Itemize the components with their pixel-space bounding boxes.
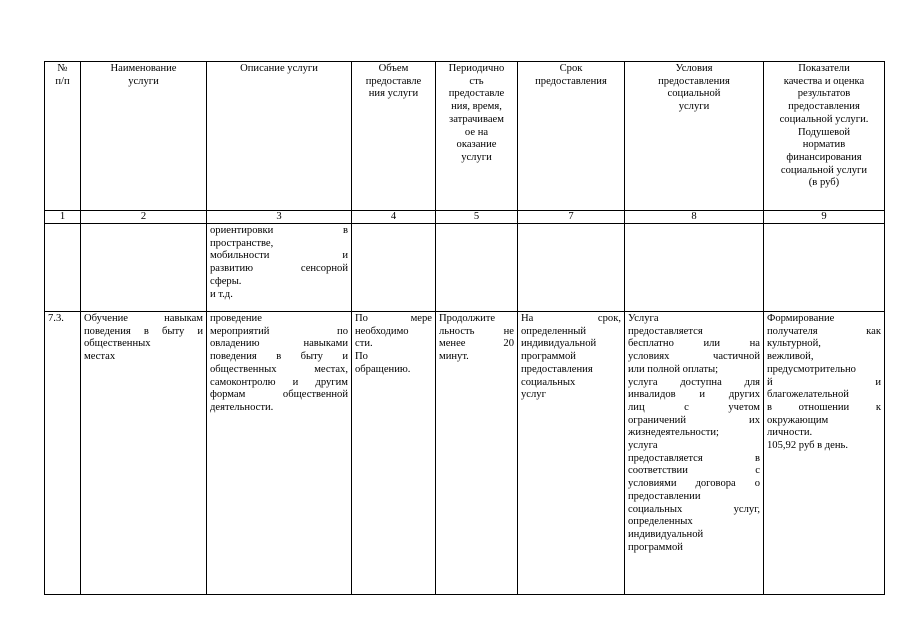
cell-line: условиями договора о: [628, 478, 760, 490]
cell-line: личности.: [767, 427, 813, 439]
cell-line: оказание: [456, 139, 497, 151]
cell-line: или полной оплаты;: [628, 363, 719, 375]
cell-line: Условия: [675, 63, 713, 74]
cell-line: определенный: [521, 325, 587, 337]
cell-line: предоставляется в: [628, 452, 760, 464]
cell-line: Продолжите: [439, 313, 496, 324]
cell-line: общественных местах,: [210, 363, 348, 375]
column-number: 1: [45, 211, 81, 224]
cell-line: деятельности.: [210, 401, 274, 413]
service-description: [207, 312, 352, 595]
cell-line: культурной,: [767, 338, 821, 350]
header-cell-volume: [352, 62, 436, 211]
cell-line: Описание услуги: [240, 63, 318, 74]
services-table: [44, 61, 885, 595]
cell-line: предусмотрительно: [767, 363, 856, 375]
cell-line: социальной: [667, 88, 721, 100]
column-number: 3: [207, 211, 352, 224]
cell-line: менее 20: [439, 338, 514, 350]
cell-line: определенных: [628, 516, 693, 528]
column-number-row: [45, 211, 885, 224]
cell-line: финансирования: [786, 151, 862, 163]
cell-line: соответствии с: [628, 465, 760, 477]
cell-line: благожелательной: [767, 389, 849, 401]
cell-line: ния услуги: [368, 88, 419, 100]
cell-line: сферы.: [210, 275, 242, 287]
empty-cell: [81, 224, 207, 312]
cell-line: ое на: [464, 126, 489, 138]
cell-line: результатов: [797, 88, 851, 100]
cell-line: качества и оценка: [783, 75, 865, 87]
cell-line: ния, время,: [451, 101, 502, 113]
cell-line: обращению.: [355, 363, 411, 375]
cell-line: услуга доступна для: [628, 376, 760, 388]
service-number: 7.3.: [45, 312, 81, 595]
cell-line: вежливой,: [767, 351, 814, 363]
cell-line: Обучение навыкам: [84, 313, 203, 324]
cell-line: Периодично: [448, 63, 505, 74]
empty-cell: [518, 224, 625, 312]
empty-cell: [436, 224, 518, 312]
column-number: 9: [764, 211, 885, 224]
cell-line: овладению навыками: [210, 338, 348, 350]
service-volume: [352, 312, 436, 595]
cell-line: формам общественной: [210, 389, 348, 401]
cell-line: мобильности и: [210, 250, 348, 262]
cell-line: норматив: [802, 139, 846, 151]
cell-line: мероприятий по: [210, 325, 348, 337]
empty-cell: [352, 224, 436, 312]
cell-line: жизнедеятельности;: [628, 427, 719, 439]
column-number: 4: [352, 211, 436, 224]
cell-line: ориентировки в: [210, 225, 348, 236]
service-name: [81, 312, 207, 595]
cell-line: предоставления: [535, 75, 607, 87]
cell-line: индивидуальной: [628, 528, 704, 540]
cell-line: условиях частичной: [628, 351, 760, 363]
empty-cell: [625, 224, 764, 312]
cell-line: Услуга: [628, 313, 659, 324]
continuation-description: [207, 224, 352, 312]
cell-line: программой: [628, 541, 683, 553]
empty-cell: [764, 224, 885, 312]
cell-line: поведения в быту и: [84, 325, 203, 337]
cell-line: самоконтролю и другим: [210, 376, 348, 388]
continuation-row: [45, 224, 885, 312]
cell-line: индивидуальной: [521, 338, 597, 350]
empty-cell: [45, 224, 81, 312]
cell-line: Срок: [559, 63, 583, 74]
cell-line: Формирование: [767, 313, 835, 324]
cell-line: услуги: [128, 75, 159, 87]
cell-line: лиц с учетом: [628, 401, 760, 413]
service-periodicity: [436, 312, 518, 595]
cell-line: минут.: [439, 351, 469, 363]
cell-line: Объем: [378, 63, 409, 74]
cell-line: предоставляется: [628, 325, 703, 337]
cell-line: местах: [84, 351, 116, 363]
cell-line: бесплатно или на: [628, 338, 760, 350]
cell-line: №: [57, 63, 68, 74]
service-row: [45, 312, 885, 595]
cell-line: По мере: [355, 313, 432, 324]
cell-line: пространстве,: [210, 237, 274, 249]
cell-line: предоставления: [788, 101, 860, 113]
header-cell-conditions: [625, 62, 764, 211]
cell-line: предоставления: [521, 363, 593, 375]
cell-line: получателя как: [767, 325, 881, 337]
cell-line: и т.д.: [210, 288, 233, 300]
cell-line: На срок,: [521, 313, 621, 324]
cell-line: сть: [469, 75, 484, 87]
cell-line: социальных услуг,: [628, 503, 760, 515]
column-number: 7: [518, 211, 625, 224]
header-cell-term: [518, 62, 625, 211]
cell-line: предоставлении: [628, 490, 701, 502]
cell-line: По: [355, 351, 368, 363]
cell-line: ограничений их: [628, 414, 760, 426]
cell-line: й и: [767, 376, 881, 388]
cell-line: сти.: [355, 338, 373, 350]
cell-line: Подушевой: [797, 126, 851, 138]
service-indicators: [764, 312, 885, 595]
cell-line: услуга: [628, 440, 658, 452]
column-number: 8: [625, 211, 764, 224]
cell-line: предоставле: [365, 75, 422, 87]
cell-line: программой: [521, 351, 576, 363]
cell-line: общественных: [84, 338, 151, 350]
cell-line: услуг: [521, 389, 546, 401]
column-number: 2: [81, 211, 207, 224]
cell-line: социальных: [521, 376, 576, 388]
cell-line: проведение: [210, 313, 262, 324]
cell-line: социальной услуги: [780, 164, 868, 176]
cell-line: Показатели: [798, 63, 850, 74]
cell-line: Наименование: [110, 63, 177, 74]
cell-line: в отношении к: [767, 401, 881, 413]
cell-line: инвалидов и других: [628, 389, 760, 401]
cell-line: развитию сенсорной: [210, 263, 348, 275]
cell-line: предоставле: [448, 88, 505, 100]
service-conditions: [625, 312, 764, 595]
cell-line: затрачиваем: [449, 113, 504, 125]
cell-line: услуги: [678, 101, 710, 113]
cell-line: п/п: [55, 75, 70, 87]
cell-line: предоставления: [658, 75, 730, 87]
cell-line: социальной услуги.: [779, 113, 869, 125]
cell-line: льность не: [439, 325, 514, 337]
cell-line: окружающим: [767, 414, 829, 426]
cell-line: 105,92 руб в день.: [767, 440, 849, 452]
service-term: [518, 312, 625, 595]
column-number: 5: [436, 211, 518, 224]
cell-line: услуги: [461, 151, 492, 163]
header-row: [45, 62, 885, 211]
header-cell-name: [81, 62, 207, 211]
header-cell-description: [207, 62, 352, 211]
header-cell-periodicity: [436, 62, 518, 211]
cell-line: необходимо: [355, 325, 409, 337]
cell-line: поведения в быту и: [210, 351, 348, 363]
header-cell-indicators: [764, 62, 885, 211]
cell-line: (в руб): [808, 177, 840, 189]
header-cell-num: [45, 62, 81, 211]
